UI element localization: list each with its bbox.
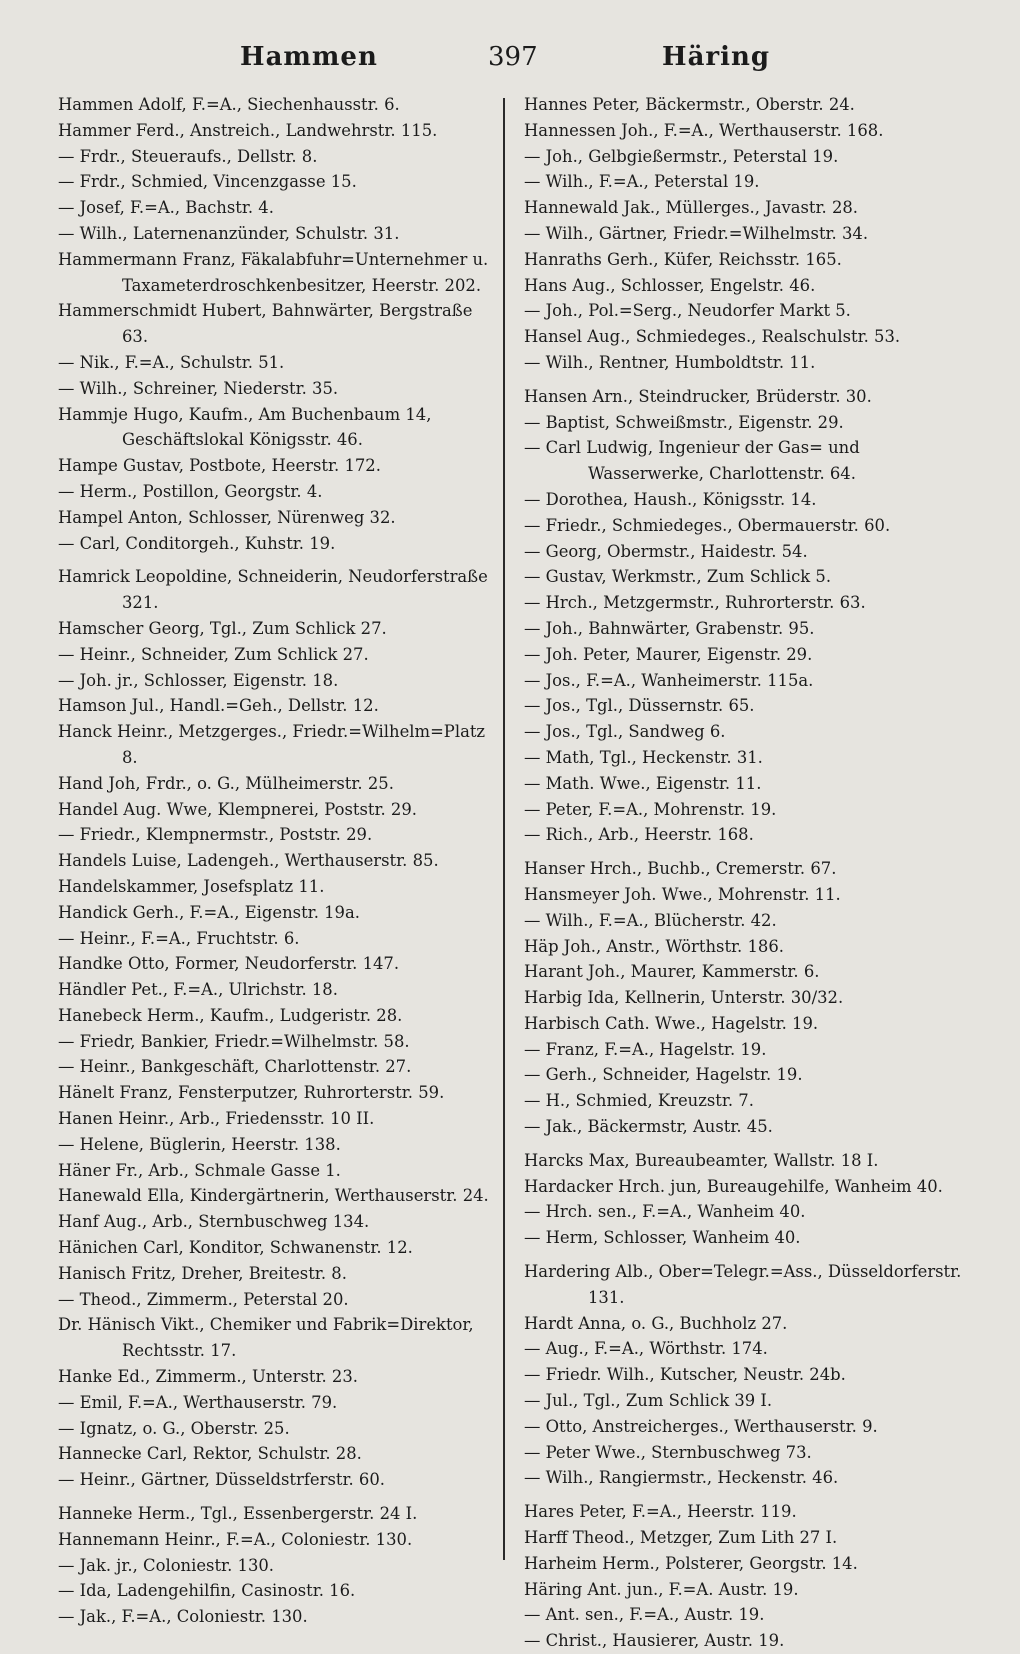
directory-entry: Hansen Arn., Steindrucker, Brüderstr. 30. (524, 386, 872, 406)
directory-entry: — Jak., Bäckermstr, Austr. 45. (524, 1117, 773, 1137)
directory-entry: Hänelt Franz, Fensterputzer, Ruhrorterstr. 59. (58, 1083, 445, 1103)
header-left-keyword: Hammen (240, 42, 378, 72)
directory-entry: — H., Schmied, Kreuzstr. 7. (524, 1091, 754, 1111)
directory-entry: — Gustav, Werkmstr., Zum Schlick 5. (524, 567, 832, 587)
directory-entry: — Peter, F.=A., Mohrenstr. 19. (524, 799, 777, 819)
directory-entry: — Jos., Tgl., Sandweg 6. (524, 722, 726, 742)
directory-entry: Hamscher Georg, Tgl., Zum Schlick 27. (58, 618, 387, 638)
directory-entry: Hanisch Fritz, Dreher, Breitestr. 8. (58, 1263, 347, 1283)
directory-entry: — Joh., Pol.=Serg., Neudorfer Markt 5. (524, 301, 851, 321)
directory-entry: — Ant. sen., F.=A., Austr. 19. (524, 1605, 765, 1625)
directory-entry: — Math, Tgl., Heckenstr. 31. (524, 747, 763, 767)
directory-entry: — Joh. Peter, Maurer, Eigenstr. 29. (524, 644, 813, 664)
directory-entry: — Emil, F.=A., Werthauserstr. 79. (58, 1392, 338, 1412)
directory-entry: Harcks Max, Bureaubeamter, Wallstr. 18 I. (524, 1150, 879, 1170)
directory-entry: Hanraths Gerh., Küfer, Reichsstr. 165. (524, 249, 842, 269)
directory-entry: — Franz, F.=A., Hagelstr. 19. (524, 1039, 767, 1059)
directory-entry: Harff Theod., Metzger, Zum Lith 27 I. (524, 1528, 838, 1548)
directory-entry: — Jak. jr., Coloniestr. 130. (58, 1555, 275, 1575)
directory-entry: — Herm, Schlosser, Wanheim 40. (524, 1228, 801, 1248)
directory-entry: Hamson Jul., Handl.=Geh., Dellstr. 12. (58, 696, 379, 716)
directory-entry: Hannemann Heinr., F.=A., Coloniestr. 130. (58, 1529, 413, 1549)
directory-entry: — Jak., F.=A., Coloniestr. 130. (58, 1607, 308, 1627)
directory-entry: — Wilh., F.=A., Peterstal 19. (524, 172, 760, 192)
directory-entry: — Heinr., F.=A., Fruchtstr. 6. (58, 928, 300, 948)
directory-entry: — Christ., Hausierer, Austr. 19. (524, 1631, 785, 1651)
directory-entry: — Nik., F.=A., Schulstr. 51. (58, 352, 285, 372)
directory-entry: — Friedr. Wilh., Kutscher, Neustr. 24b. (524, 1365, 846, 1385)
directory-entry: Hanser Hrch., Buchb., Cremerstr. 67. (524, 859, 837, 879)
directory-entry: Hampel Anton, Schlosser, Nürenweg 32. (58, 507, 396, 527)
directory-entry: Hampe Gustav, Postbote, Heerstr. 172. (58, 456, 381, 476)
directory-entry: — Jos., F.=A., Wanheimerstr. 115a. (524, 670, 814, 690)
directory-entry: — Carl, Conditorgeh., Kuhstr. 19. (58, 533, 336, 553)
directory-entry: Häring Ant. jun., F.=A. Austr. 19. (524, 1579, 799, 1599)
directory-entry: Hammer Ferd., Anstreich., Landwehrstr. 115. (58, 120, 438, 140)
directory-entry: — Georg, Obermstr., Haidestr. 54. (524, 541, 808, 561)
directory-entry: — Theod., Zimmerm., Peterstal 20. (58, 1289, 349, 1309)
directory-entry: — Frdr., Steueraufs., Dellstr. 8. (58, 146, 318, 166)
page-number: 397 (488, 42, 538, 72)
directory-entry: Häp Joh., Anstr., Wörthstr. 186. (524, 936, 784, 956)
directory-entry: Hardering Alb., Ober=Telegr.=Ass., Düsseldorferstr. 131. (524, 1262, 962, 1307)
directory-entry: Hanewald Ella, Kindergärtnerin, Werthauserstr. 24. (58, 1186, 489, 1206)
directory-entry: — Heinr., Bankgeschäft, Charlottenstr. 27. (58, 1057, 412, 1077)
directory-entry: Dr. Hänisch Vikt., Chemiker und Fabrik=Direktor, Rechtsstr. 17. (58, 1315, 474, 1361)
directory-entry: — Friedr, Bankier, Friedr.=Wilhelmstr. 58. (58, 1031, 410, 1051)
header-right-keyword: Häring (662, 42, 771, 72)
directory-entry: Handke Otto, Former, Neudorferstr. 147. (58, 954, 400, 974)
directory-entry: — Wilh., Rangiermstr., Heckenstr. 46. (524, 1468, 839, 1488)
directory-entry: Hanke Ed., Zimmerm., Unterstr. 23. (58, 1367, 358, 1387)
directory-entry: Hardacker Hrch. jun, Bureaugehilfe, Wanheim 40. (524, 1176, 943, 1196)
directory-entry: — Wilh., Rentner, Humboldtstr. 11. (524, 352, 816, 372)
right-column (524, 92, 966, 1654)
directory-entry: — Carl Ludwig, Ingenieur der Gas= und Wasserwerke, Charlottenstr. 64. (524, 438, 860, 484)
directory-entry: — Heinr., Schneider, Zum Schlick 27. (58, 644, 369, 664)
directory-entry: Hanf Aug., Arb., Sternbuschweg 134. (58, 1212, 370, 1232)
directory-entry: — Rich., Arb., Heerstr. 168. (524, 825, 754, 845)
directory-entry: Hanebeck Herm., Kaufm., Ludgeristr. 28. (58, 1005, 403, 1025)
directory-entry: Hannecke Carl, Rektor, Schulstr. 28. (58, 1444, 362, 1464)
directory-entry: Handels Luise, Ladengeh., Werthauserstr. 85. (58, 851, 439, 871)
directory-entry: Harbig Ida, Kellnerin, Unterstr. 30/32. (524, 988, 844, 1008)
directory-entry: Hansmeyer Joh. Wwe., Mohrenstr. 11. (524, 884, 841, 904)
directory-entry: — Dorothea, Haush., Königsstr. 14. (524, 489, 817, 509)
directory-entry: — Frdr., Schmied, Vincenzgasse 15. (58, 172, 357, 192)
directory-entry: Handel Aug. Wwe, Klempnerei, Poststr. 29. (58, 799, 417, 819)
directory-entry: — Joh. jr., Schlosser, Eigenstr. 18. (58, 670, 339, 690)
directory-entry: Harheim Herm., Polsterer, Georgstr. 14. (524, 1553, 858, 1573)
directory-entry: — Hrch., Metzgermstr., Ruhrorterstr. 63. (524, 593, 866, 613)
directory-entry: — Friedr., Klempnermstr., Poststr. 29. (58, 825, 373, 845)
directory-entry: — Josef, F.=A., Bachstr. 4. (58, 198, 274, 218)
directory-entry: Hanneke Herm., Tgl., Essenbergerstr. 24 I. (58, 1504, 418, 1524)
left-column (58, 92, 490, 1630)
directory-entry: Hand Joh, Frdr., o. G., Mülheimerstr. 25. (58, 773, 394, 793)
directory-entry: — Herm., Postillon, Georgstr. 4. (58, 481, 323, 501)
directory-entry: — Wilh., Laternenanzünder, Schulstr. 31. (58, 223, 400, 243)
directory-entry: — Hrch. sen., F.=A., Wanheim 40. (524, 1202, 806, 1222)
directory-entry: Hanck Heinr., Metzgerges., Friedr.=Wilhelm=Platz 8. (58, 722, 486, 767)
directory-entry: Hansel Aug., Schmiedeges., Realschulstr. 53. (524, 327, 901, 347)
directory-entry: Hannessen Joh., F.=A., Werthauserstr. 168. (524, 120, 884, 140)
directory-entry: Handelskammer, Josefsplatz 11. (58, 876, 325, 896)
directory-entry: Händler Pet., F.=A., Ulrichstr. 18. (58, 980, 338, 1000)
directory-entry: Hares Peter, F.=A., Heerstr. 119. (524, 1502, 797, 1522)
directory-entry: — Wilh., F.=A., Blücherstr. 42. (524, 910, 777, 930)
directory-entry: Hänichen Carl, Konditor, Schwanenstr. 12. (58, 1238, 413, 1258)
directory-entry: — Jul., Tgl., Zum Schlick 39 I. (524, 1391, 773, 1411)
running-header (0, 42, 1020, 82)
directory-entry: — Ignatz, o. G., Oberstr. 25. (58, 1418, 290, 1438)
directory-entry: Handick Gerh., F.=A., Eigenstr. 19a. (58, 902, 360, 922)
directory-entry: Hannes Peter, Bäckermstr., Oberstr. 24. (524, 95, 855, 114)
directory-entry: — Peter Wwe., Sternbuschweg 73. (524, 1442, 812, 1462)
directory-entry: — Gerh., Schneider, Hagelstr. 19. (524, 1065, 803, 1085)
directory-entry: — Wilh., Schreiner, Niederstr. 35. (58, 378, 339, 398)
directory-entry: — Math. Wwe., Eigenstr. 11. (524, 773, 762, 793)
directory-entry: Hammermann Franz, Fäkalabfuhr=Unternehmer u. Taxameterdroschkenbesitzer, Heerstr. 202. (58, 249, 489, 295)
directory-entry: — Otto, Anstreicherges., Werthauserstr. 9. (524, 1416, 878, 1436)
directory-entry: Hammen Adolf, F.=A., Siechenhausstr. 6. (58, 95, 400, 114)
directory-entry: — Baptist, Schweißmstr., Eigenstr. 29. (524, 412, 844, 432)
directory-entry: — Joh., Gelbgießermstr., Peterstal 19. (524, 146, 839, 166)
directory-entry: — Heinr., Gärtner, Düsseldstrferstr. 60. (58, 1470, 385, 1490)
directory-entry: Hardt Anna, o. G., Buchholz 27. (524, 1313, 788, 1333)
directory-entry: — Jos., Tgl., Düssernstr. 65. (524, 696, 755, 716)
directory-entry: Hannewald Jak., Müllerges., Javastr. 28. (524, 198, 859, 218)
directory-entry: Hanen Heinr., Arb., Friedensstr. 10 II. (58, 1109, 375, 1129)
directory-entry: Hamrick Leopoldine, Schneiderin, Neudorferstraße 321. (58, 567, 488, 613)
directory-entry: Hammje Hugo, Kaufm., Am Buchenbaum 14, Geschäftslokal Königsstr. 46. (58, 404, 432, 450)
directory-entry: — Aug., F.=A., Wörthstr. 174. (524, 1339, 768, 1359)
directory-entry: — Wilh., Gärtner, Friedr.=Wilhelmstr. 34. (524, 223, 869, 243)
directory-entry: — Ida, Ladengehilfin, Casinostr. 16. (58, 1581, 356, 1601)
directory-entry: Harbisch Cath. Wwe., Hagelstr. 19. (524, 1013, 819, 1033)
directory-entry: Häner Fr., Arb., Schmale Gasse 1. (58, 1160, 341, 1180)
directory-entry: Harant Joh., Maurer, Kammerstr. 6. (524, 962, 820, 982)
directory-entry: Hans Aug., Schlosser, Engelstr. 46. (524, 275, 816, 295)
directory-entry: — Helene, Büglerin, Heerstr. 138. (58, 1134, 341, 1154)
directory-entry: — Joh., Bahnwärter, Grabenstr. 95. (524, 618, 815, 638)
column-divider (503, 98, 505, 1560)
directory-entry: Hammerschmidt Hubert, Bahnwärter, Bergstraße 63. (58, 301, 473, 347)
directory-entry: — Friedr., Schmiedeges., Obermauerstr. 60. (524, 515, 891, 535)
